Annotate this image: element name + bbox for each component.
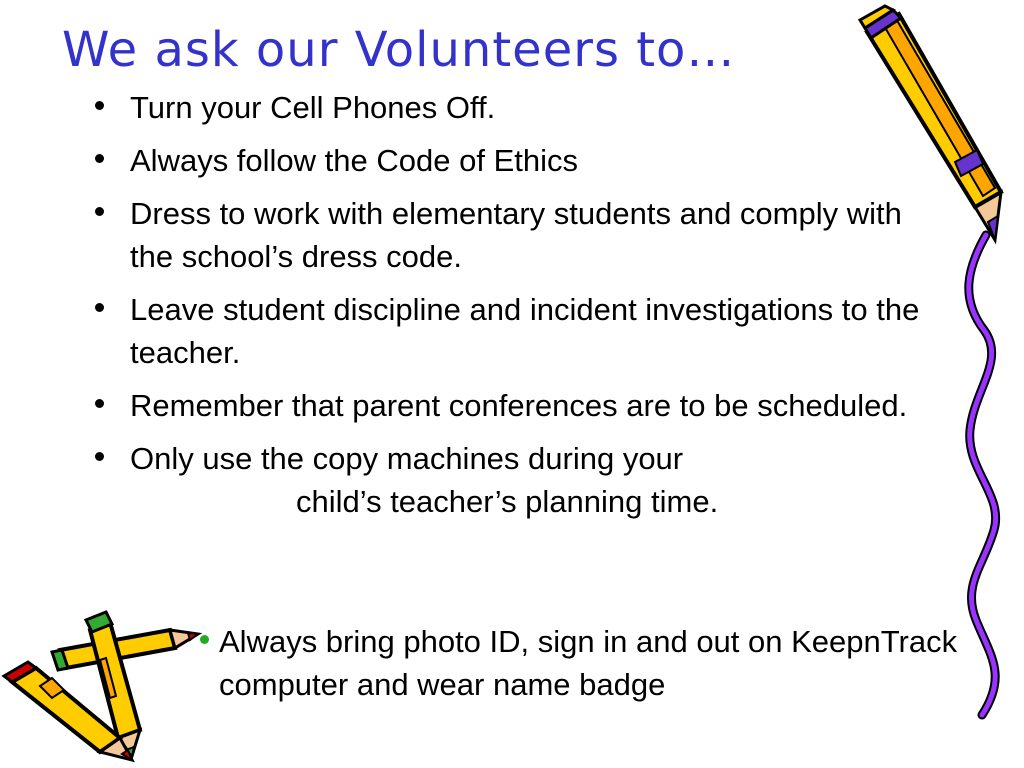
bullet-item	[93, 192, 933, 278]
bullet-item	[93, 384, 933, 427]
squiggle-decoration	[956, 230, 1016, 720]
bullet-item	[93, 437, 933, 523]
bullet-item-photo-id	[200, 620, 979, 706]
bullet-dot-icon	[95, 207, 104, 216]
slide-title: We ask our Volunteers to…	[62, 22, 736, 78]
bullet-text-line1: Only use the copy machines during your	[130, 441, 684, 476]
bullet-text-line2: child’s teacher’s planning time.	[296, 484, 719, 519]
bullet-list	[93, 86, 933, 533]
bullet-item	[93, 139, 933, 182]
pencil-icon	[855, 2, 1010, 247]
bullet-item	[93, 86, 933, 129]
bullet-dot-icon	[95, 399, 104, 408]
pencils-bundle-icon	[0, 610, 205, 765]
bullet-text: Remember that parent conferences are to be scheduled.	[130, 388, 908, 423]
bullet-dot-icon	[95, 303, 104, 312]
bullet-text: Leave student discipline and incident investigations to the teacher.	[130, 292, 920, 370]
bullet-text: Always bring photo ID, sign in and out on KeepnTrack computer and wear name badge	[219, 624, 958, 702]
bullet-text: Always follow the Code of Ethics	[130, 143, 578, 178]
bullet-text: Dress to work with elementary students and comply with the school’s dress code.	[130, 196, 902, 274]
bullet-dot-icon	[95, 154, 104, 163]
bullet-dot-icon	[95, 101, 104, 110]
bullet-text: Turn your Cell Phones Off.	[130, 90, 496, 125]
bullet-dot-icon	[95, 452, 104, 461]
bullet-item	[93, 288, 933, 374]
